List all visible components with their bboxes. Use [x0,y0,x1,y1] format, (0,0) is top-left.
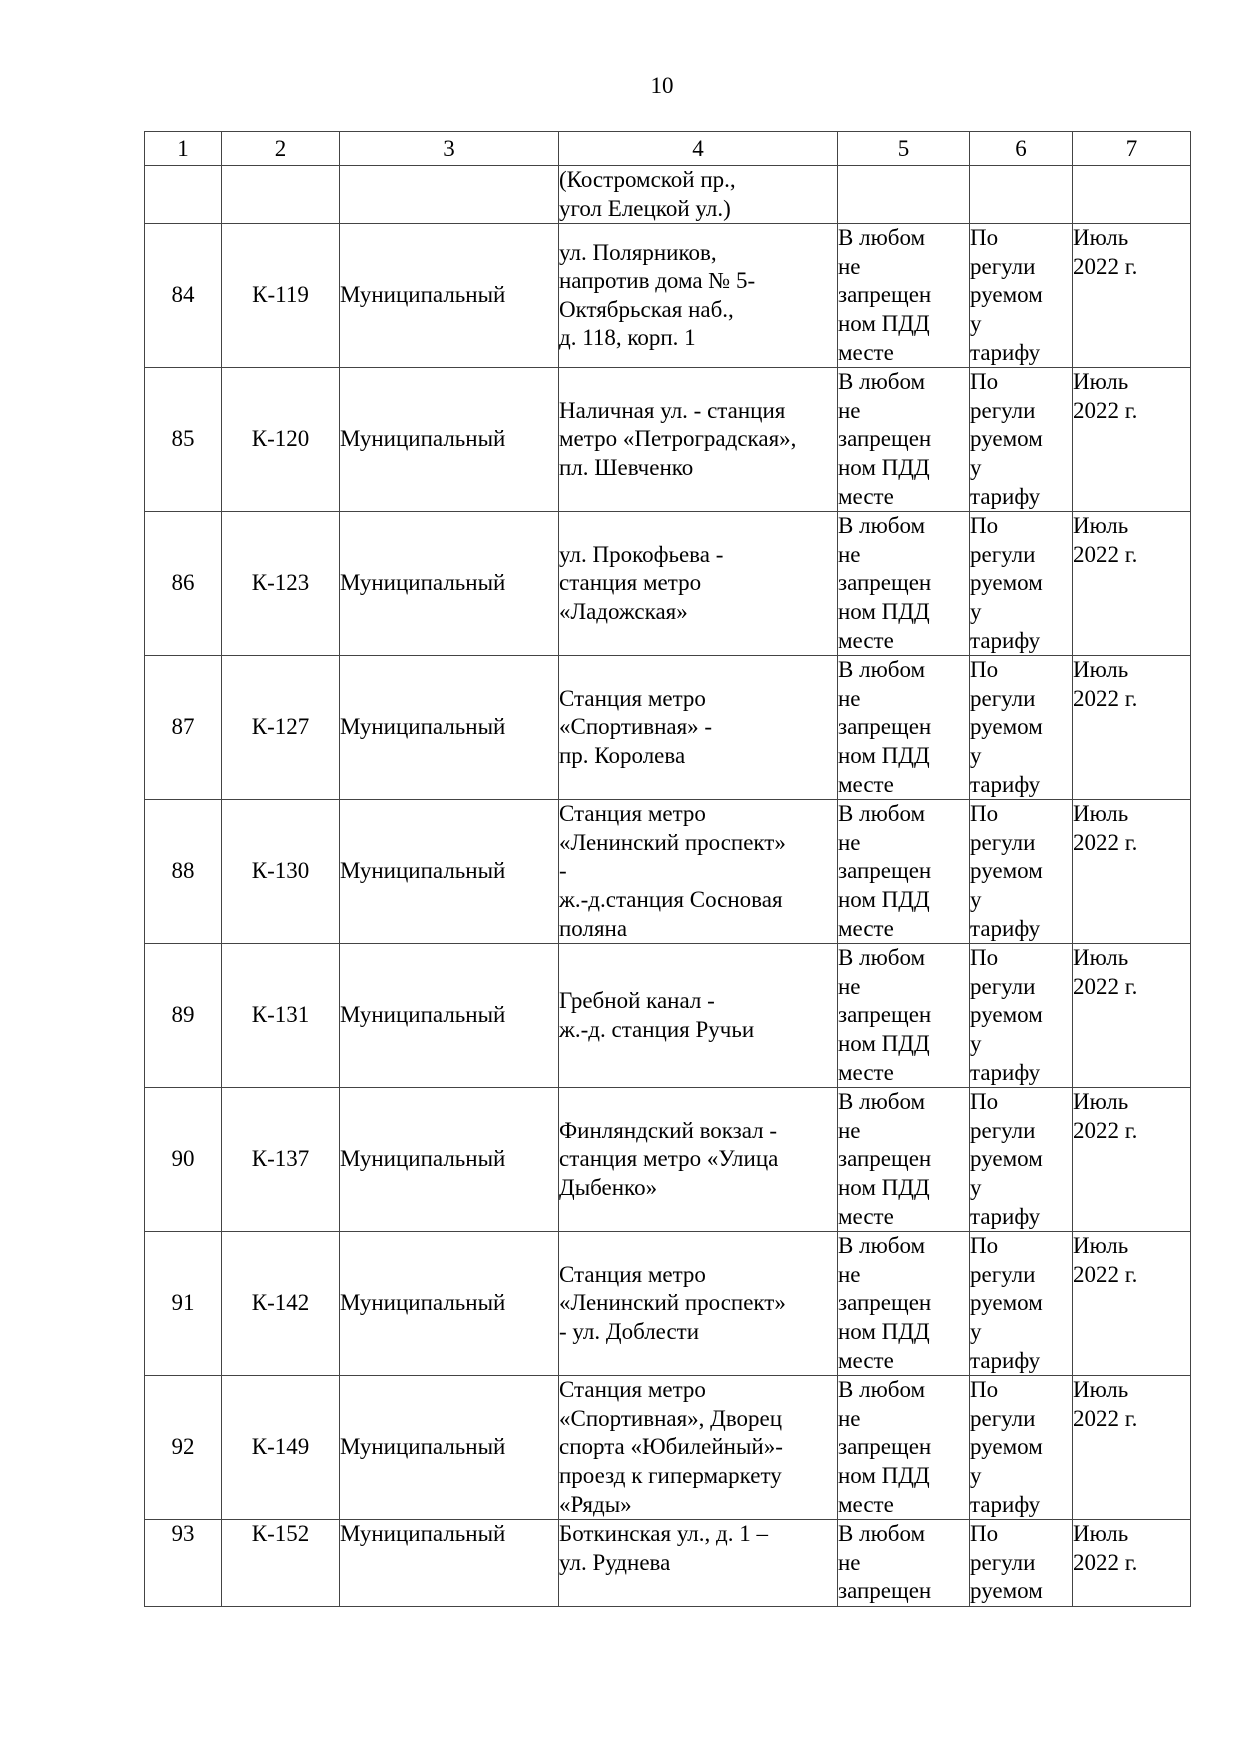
tariff-cell [970,512,1073,656]
start-date-cell [1073,1376,1191,1520]
route-code-text: К-123 [251,570,310,596]
header-col-2: 2 [222,132,340,166]
stop-place-cell [838,656,970,800]
stop-place-text: В любом не запрещен ном ПДД месте [838,513,932,653]
route-code-cell [222,368,340,512]
start-date-text: Июль 2022 г. [1073,657,1138,711]
start-date-cell [1073,944,1191,1088]
route-cell [559,656,838,800]
start-date-text: Июль 2022 г. [1073,1233,1138,1287]
route-type-text: Муниципальный [340,282,506,308]
table-row [145,1088,1191,1232]
row-number-text: 84 [171,282,195,308]
route-cell [559,1088,838,1232]
tariff-cell [970,1520,1073,1607]
start-date-text: Июль 2022 г. [1073,369,1138,423]
page-number: 10 [650,73,674,98]
row-number-cell [145,1232,222,1376]
route-type-cell [340,656,559,800]
row-number-cell [145,800,222,944]
stop-place-cell [838,1232,970,1376]
tariff-text: По регули руемом [970,1521,1043,1604]
table-row [145,368,1191,512]
route-type-cell [340,1232,559,1376]
route-code-text: К-127 [251,714,310,740]
table-row [145,224,1191,368]
tariff-text: По регули руемом у тарифу [970,945,1043,1085]
stop-place-text: В любом не запрещен ном ПДД месте [838,369,932,509]
table-cell [838,166,970,224]
route-text: ул. Полярников, напротив дома № 5- Октябрьская наб., д. 118, корп. 1 [559,239,756,351]
stop-place-text: В любом не запрещен [838,1521,932,1604]
route-cell [559,368,838,512]
route-cell [559,224,838,368]
tariff-text: По регули руемом у тарифу [970,225,1043,365]
route-code-text: К-131 [251,1002,310,1028]
table-row [145,1520,1191,1607]
start-date-cell [1073,368,1191,512]
stop-place-text: В любом не запрещен ном ПДД месте [838,801,932,941]
route-code-cell [222,656,340,800]
route-code-text: К-120 [251,426,310,452]
start-date-text: Июль 2022 г. [1073,1377,1138,1431]
row-number-text: 85 [171,426,195,452]
route-text: Наличная ул. - станция метро «Петроградская», пл. Шевченко [559,397,797,480]
header-col-6: 6 [970,132,1073,166]
route-code-cell [222,224,340,368]
header-col-3: 3 [340,132,559,166]
table-cell [340,166,559,224]
route-type-cell [340,800,559,944]
stop-place-cell [838,1376,970,1520]
start-date-text: Июль 2022 г. [1073,945,1138,999]
route-type-text: Муниципальный [340,1290,506,1316]
stop-place-text: В любом не запрещен ном ПДД месте [838,225,932,365]
start-date-text: Июль 2022 г. [1073,1521,1138,1575]
route-cell [559,166,838,224]
route-cell [559,1520,838,1607]
route-cell [559,512,838,656]
route-type-cell [340,944,559,1088]
route-code-cell [222,1376,340,1520]
route-text: Финляндский вокзал - станция метро «Улица Дыбенко» [559,1117,779,1200]
stop-place-cell [838,800,970,944]
stop-place-cell [838,944,970,1088]
tariff-cell [970,656,1073,800]
stop-place-text: В любом не запрещен ном ПДД месте [838,945,932,1085]
row-number-text: 92 [171,1434,195,1460]
table-cell [970,166,1073,224]
tariff-text: По регули руемом у тарифу [970,801,1043,941]
route-type-cell [340,512,559,656]
route-type-text: Муниципальный [340,1146,506,1172]
tariff-cell [970,1088,1073,1232]
row-number-cell [145,944,222,1088]
table-row [145,944,1191,1088]
route-type-text: Муниципальный [340,1002,506,1028]
row-number-cell [145,656,222,800]
route-text: Станция метро «Ленинский проспект» - ж.-д.станция Сосновая поляна [559,801,786,941]
route-type-cell [340,1376,559,1520]
route-code-text: К-130 [251,858,310,884]
route-type-text: Муниципальный [340,570,506,596]
table-row [145,1232,1191,1376]
route-code-cell [222,512,340,656]
tariff-text: По регули руемом у тарифу [970,369,1043,509]
route-type-cell [340,224,559,368]
routes-table [144,131,1191,1607]
row-number-text: 88 [171,858,195,884]
route-text: Станция метро «Ленинский проспект» - ул. Доблести [559,1261,786,1344]
route-code-cell [222,944,340,1088]
route-text: Гребной канал - ж.-д. станция Ручьи [559,988,755,1042]
route-text: (Костромской пр., угол Елецкой ул.) [559,167,736,221]
route-text: Станция метро «Спортивная» - пр. Королева [559,685,713,768]
start-date-cell [1073,1520,1191,1607]
route-code-cell [222,1520,340,1607]
continuation-row [145,166,1191,224]
row-number-cell [145,1520,222,1607]
stop-place-text: В любом не запрещен ном ПДД месте [838,657,932,797]
row-number-cell [145,1088,222,1232]
tariff-text: По регули руемом у тарифу [970,513,1043,653]
route-code-cell [222,1232,340,1376]
tariff-cell [970,224,1073,368]
stop-place-cell [838,224,970,368]
stop-place-text: В любом не запрещен ном ПДД месте [838,1089,932,1229]
start-date-cell [1073,1232,1191,1376]
route-text: Станция метро «Спортивная», Дворец спорта «Юбилейный»- проезд к гипермаркету «Ряды» [559,1377,783,1517]
stop-place-cell [838,1520,970,1607]
stop-place-cell [838,1088,970,1232]
stop-place-text: В любом не запрещен ном ПДД месте [838,1233,932,1373]
row-number-text: 86 [171,570,195,596]
route-type-text: Муниципальный [340,858,506,884]
tariff-text: По регули руемом у тарифу [970,1233,1043,1373]
route-type-cell [340,368,559,512]
start-date-text: Июль 2022 г. [1073,225,1138,279]
header-col-7: 7 [1073,132,1191,166]
tariff-text: По регули руемом у тарифу [970,657,1043,797]
table-row [145,512,1191,656]
route-cell [559,800,838,944]
route-type-text: Муниципальный [340,714,506,740]
header-col-5: 5 [838,132,970,166]
start-date-cell [1073,512,1191,656]
route-code-text: К-142 [251,1290,310,1316]
header-row [145,132,1191,166]
row-number-text: 87 [171,714,195,740]
route-text: Боткинская ул., д. 1 – ул. Руднева [559,1521,768,1575]
stop-place-cell [838,512,970,656]
tariff-cell [970,944,1073,1088]
route-type-cell [340,1520,559,1607]
table-cell [1073,166,1191,224]
start-date-cell [1073,1088,1191,1232]
route-code-text: К-137 [251,1146,310,1172]
tariff-text: По регули руемом у тарифу [970,1377,1043,1517]
stop-place-cell [838,368,970,512]
stop-place-text: В любом не запрещен ном ПДД месте [838,1377,932,1517]
row-number-text: 91 [171,1290,195,1316]
route-code-cell [222,1088,340,1232]
row-number-text: 93 [171,1521,195,1547]
table-row [145,1376,1191,1520]
start-date-text: Июль 2022 г. [1073,801,1138,855]
route-text: ул. Прокофьева - станция метро «Ладожская» [559,541,724,624]
start-date-cell [1073,224,1191,368]
row-number-cell [145,224,222,368]
header-col-4: 4 [559,132,838,166]
route-type-cell [340,1088,559,1232]
route-code-cell [222,800,340,944]
route-code-text: К-152 [251,1521,310,1547]
start-date-text: Июль 2022 г. [1073,513,1138,567]
header-col-1: 1 [145,132,222,166]
table-row [145,800,1191,944]
route-cell [559,1232,838,1376]
start-date-text: Июль 2022 г. [1073,1089,1138,1143]
route-code-text: К-149 [251,1434,310,1460]
row-number-text: 90 [171,1146,195,1172]
tariff-cell [970,368,1073,512]
table-row [145,656,1191,800]
route-code-text: К-119 [252,282,309,308]
row-number-text: 89 [171,1002,195,1028]
table-cell [145,166,222,224]
table-cell [222,166,340,224]
start-date-cell [1073,800,1191,944]
row-number-cell [145,512,222,656]
route-type-text: Муниципальный [340,1521,506,1547]
route-type-text: Муниципальный [340,1434,506,1460]
tariff-cell [970,800,1073,944]
start-date-cell [1073,656,1191,800]
route-cell [559,944,838,1088]
tariff-text: По регули руемом у тарифу [970,1089,1043,1229]
route-cell [559,1376,838,1520]
row-number-cell [145,1376,222,1520]
row-number-cell [145,368,222,512]
tariff-cell [970,1376,1073,1520]
route-type-text: Муниципальный [340,426,506,452]
tariff-cell [970,1232,1073,1376]
